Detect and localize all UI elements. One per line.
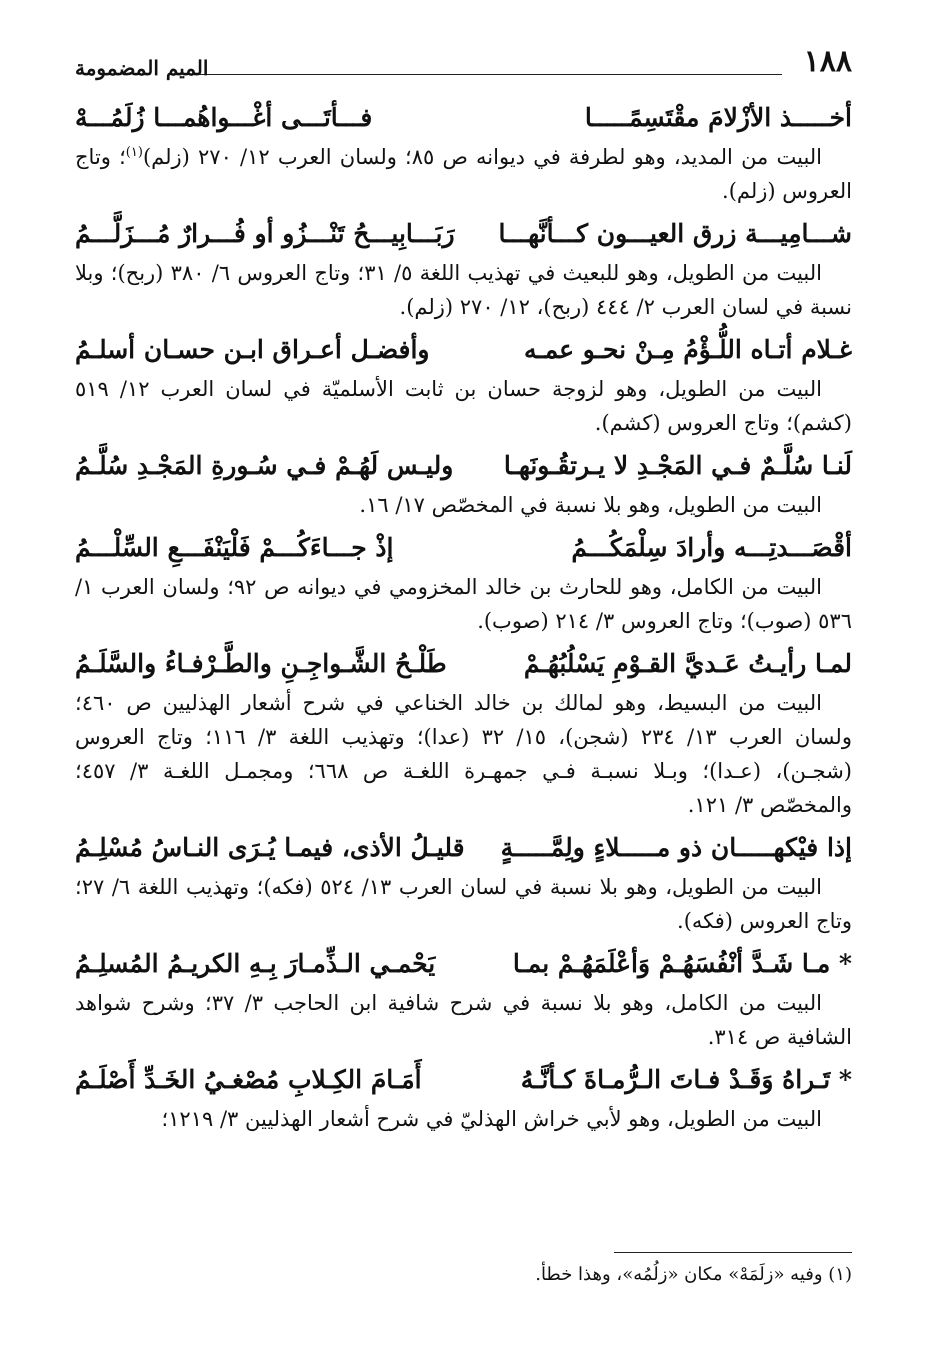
- page-number: ١٨٨: [803, 44, 852, 79]
- second-hemistich: وأفضـل أعـراق ابـن حسـان أسلـمُ: [75, 335, 430, 364]
- first-hemistich: شـــامِيـــة زرق العيـــون كـــأنَّهـــا: [498, 219, 852, 248]
- commentary-text-tail: ؛ وتاج العروس (زلم).: [75, 145, 852, 203]
- verse-commentary: البيت من الكامل، وهو بلا نسبة في شرح شافية ابن الحاجب ٣/ ٣٧؛ وشرح شواهد الشافية ص ٣١٤.: [75, 991, 852, 1049]
- verse-commentary: البيت من البسيط، وهو لمالك بن خالد الخناعي في شرح أشعار الهذليين ص ٤٦٠؛ ولسان العرب ١٣/ ٢٣٤ (شجن)، ١٥/ ٣٢ (عدا)؛ وتهذيب اللغة ٣/ ١١٦؛ وتاج العروس (شجـن)، (عـدا)؛ وبـلا نسبـة فـي جمهـرة اللغـة ص ٦٦٨؛ ومجمـل اللغـة ٣/ ٤٥٧؛ والمخصّص ٣/ ١٢١.: [75, 691, 852, 817]
- first-hemistich: * مـا شَـدَّ أنْفُسَهُـمْ وَأعْلَمَهُـمْ بمـا: [512, 949, 852, 978]
- verse-entry-1: [75, 96, 852, 208]
- verse-commentary: [75, 140, 852, 208]
- first-hemistich: إذا فيْكهـــــان ذو مـــــلاءٍ ولِمَّـــــةٍ: [500, 833, 852, 862]
- verse-entry-3: [75, 328, 852, 440]
- verse-entry-5: [75, 526, 852, 638]
- verse-line: [75, 328, 852, 372]
- verse-commentary: البيت من الكامل، وهو للحارث بن خالد المخزومي في ديوانه ص ٩٢؛ ولسان العرب ١/ ٥٣٦ (صوب)؛ وتاج العروس ٣/ ٢١٤ (صوب).: [75, 575, 852, 633]
- first-hemistich: لمـا رأيـتُ عَـديَّ القـوْمِ يَسْلُبُهُـمْ: [523, 649, 852, 678]
- first-hemistich: أقْصَـــدتِـــه وأرادَ سِلْمَكُـــمُ: [571, 533, 852, 562]
- second-hemistich: فـــأتَـــى أغْـــواهُمـــا زُلَمُـــهْ: [75, 103, 373, 132]
- verse-commentary: البيت من الطويل، وهو لزوجة حسان بن ثابت الأسلميّة في لسان العرب ١٢/ ٥١٩ (كشم)؛ وتاج العروس (كشم).: [75, 377, 852, 435]
- commentary-text: البيت من المديد، وهو لطرفة في ديوانه ص ٨٥؛ ولسان العرب ١٢/ ٢٧٠ (زلم): [142, 145, 823, 169]
- verse-commentary: البيت من الطويل، وهو لأبي خراش الهذليّ في شرح أشعار الهذليين ٣/ ١٢١٩؛: [161, 1107, 822, 1131]
- verse-entry-4: [75, 444, 852, 522]
- verse-entry-8: [75, 942, 852, 1054]
- second-hemistich: يَحْمـي الـذِّمـارَ بِـهِ الكريـمُ المُسلِـمُ: [75, 949, 436, 978]
- verse-line: [75, 444, 852, 488]
- second-hemistich: أَمَـامَ الكِـلابِ مُصْغـيُ الخَـدِّ أَصْلَـمُ: [75, 1065, 422, 1094]
- verse-entry-2: [75, 212, 852, 324]
- verse-entry-7: [75, 826, 852, 938]
- verse-commentary: البيت من الطويل، وهو بلا نسبة في لسان العرب ١٣/ ٥٢٤ (فكه)؛ وتهذيب اللغة ٦/ ٢٧؛ وتاج العروس (فكه).: [75, 875, 852, 933]
- verse-entries: [75, 96, 852, 1140]
- second-hemistich: وليـس لَهُـمْ فـي سُـورةِ المَجْـدِ سُلَّـمُ: [75, 451, 454, 480]
- first-hemistich: * تَـراهُ وَقَـدْ فـاتَ الـرُّمـاةَ كـأنَّـهُ: [520, 1065, 852, 1094]
- first-hemistich: غـلام أتـاه اللُّـؤْمُ مِـنْ نحـو عمـه: [524, 335, 852, 364]
- footnote-reference[interactable]: (١): [125, 145, 143, 160]
- verse-entry-9: [75, 1058, 852, 1136]
- second-hemistich: إذْ جـــاءَكُـــمْ فَلْيَنْفَـــعِ السِّلْـــمُ: [75, 533, 394, 562]
- first-hemistich: لَنـا سُلَّـمٌ فـي المَجْـدِ لا يـرتقُـونَهـا: [503, 451, 852, 480]
- verse-line: [75, 1058, 852, 1102]
- verse-line: [75, 526, 852, 570]
- second-hemistich: طَلْـحُ الشَّـواجِـنِ والطَّـرْفـاءُ والسَّلَـمُ: [75, 649, 447, 678]
- header-rule: [197, 74, 782, 75]
- footnote-rule: [614, 1252, 852, 1253]
- second-hemistich: قليـلُ الأذى، فيمـا يُـرَى النـاسُ مُسْلِـمُ: [75, 833, 465, 862]
- verse-line: [75, 642, 852, 686]
- verse-line: [75, 96, 852, 140]
- verse-line: [75, 212, 852, 256]
- second-hemistich: رَبَـــابِيـــحُ تَنْـــزُو أو فُـــرارٌ مُـــزَلَّـــمُ: [75, 219, 455, 248]
- footnote: (١) وفيه «زلَمَهْ» مكان «زلُمُه»، وهذا خطأ.: [535, 1264, 852, 1285]
- page-header: [75, 44, 852, 86]
- verse-line: [75, 942, 852, 986]
- running-title: الميم المضمومة: [75, 56, 209, 80]
- verse-entry-6: [75, 642, 852, 822]
- verse-line: [75, 826, 852, 870]
- first-hemistich: أخـــــذ الأزْلامَ مقْتَسِمًـــــا: [584, 103, 852, 132]
- verse-commentary: البيت من الطويل، وهو للبعيث في تهذيب اللغة ٥/ ٣١؛ وتاج العروس ٦/ ٣٨٠ (ربح)؛ وبلا نسبة في لسان العرب ٢/ ٤٤٤ (ربح)، ١٢/ ٢٧٠ (زلم).: [75, 261, 852, 319]
- verse-commentary: البيت من الطويل، وهو بلا نسبة في المخصّص ١٧/ ١٦.: [359, 493, 822, 517]
